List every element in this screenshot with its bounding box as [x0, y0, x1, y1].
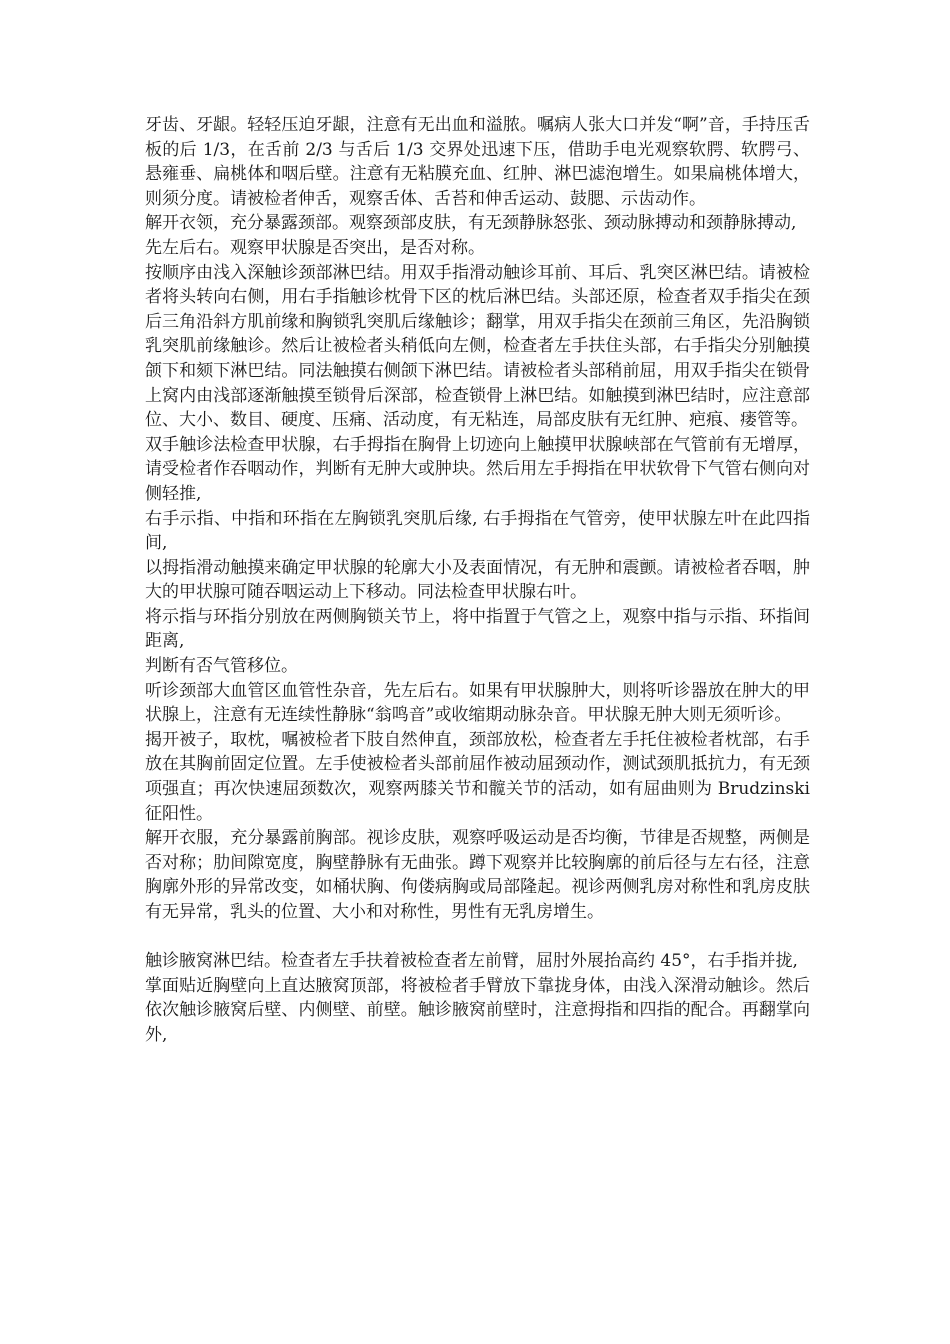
paragraph-neck-inspection: 解开衣领，充分暴露颈部。观察颈部皮肤，有无颈静脉怒张、颈动脉搏动和颈静脉搏动,	[145, 213, 797, 234]
paragraph-neck-lymph-nodes: 按顺序由浅入深触诊颈部淋巴结。用双手指滑动触诊耳前、耳后、乳突区淋巴结。请被检者将头转向右侧，用右手指触诊枕骨下区的枕后淋巴结。头部还原，检查者双手指尖在颈后三角沿斜方肌前缘和胸锁乳突肌后缘触诊；翻掌，用双手指尖在颈前三角区，先沿胸锁乳突肌前缘触诊。然后让被检者头稍低向左侧，检查者左手扶住头部，右手指尖分别触摸颌下和颏下淋巴结。同法触摸右侧颌下淋巴结。请被检者头部稍前屈，用双手指尖在锁骨上窝内由浅部逐渐触摸至锁骨后深部，检查锁骨上淋巴结。如触摸到淋巴结时，应注意部位、大小、数目、硬度、压痛、活动度，有无粘连，局部皮肤有无红肿、疤痕、瘘管等。	[145, 262, 810, 431]
paragraph-brudzinski-sign: 揭开被子，取枕，嘱被检者下肢自然伸直，颈部放松，检查者左手托住被检者枕部，右手放在其胸前固定位置。左手使被检者头部前屈作被动屈颈动作，测试颈肌抵抗力，有无颈项强直；再次快速屈颈数次，观察两膝关节和髋关节的活动，如有屈曲则为 Brudzinski 征阳性。	[145, 729, 810, 824]
document-body	[145, 113, 810, 1048]
paragraph-trachea-shift: 判断有否气管移位。	[145, 656, 298, 677]
paragraph-thyroid-contour: 以拇指滑动触摸来确定甲状腺的轮廓大小及表面情况，有无肿和震颤。请被检者吞咽，肿大的甲状腺可随吞咽运动上下移动。同法检查甲状腺右叶。	[145, 557, 810, 603]
paragraph-thyroid-palpation: 双手触诊法检查甲状腺，右手拇指在胸骨上切迹向上触摸甲状腺峡部在气管前有无增厚，请受检者作吞咽动作，判断有无肿大或肿块。然后用左手拇指在甲状软骨下气管右侧向对侧轻推,	[145, 434, 810, 504]
paragraph-axillary-palpation: 掌面贴近胸壁向上直达腋窝顶部，将被检者手臂放下靠拢身体，由浅入深滑动触诊。然后依次触诊腋窝后壁、内侧壁、前壁。触诊腋窝前壁时，注意拇指和四指的配合。再翻掌向外,	[145, 975, 810, 1045]
paragraph-chest-inspection: 解开衣服，充分暴露前胸部。视诊皮肤，观察呼吸运动是否均衡，节律是否规整，两侧是否对称；肋间隙宽度，胸壁静脉有无曲张。蹲下观察并比较胸廓的前后径与左右径，注意胸廓外形的异常改变，如桶状胸、佝偻病胸或局部隆起。视诊两侧乳房对称性和乳房皮肤有无异常，乳头的位置、大小和对称性，男性有无乳房增生。	[145, 828, 810, 922]
paragraph-trachea-position: 将示指与环指分别放在两侧胸锁关节上，将中指置于气管之上，观察中指与示指、环指间距离,	[145, 606, 810, 652]
paragraph-spacer	[145, 925, 810, 950]
paragraph-oral-exam: 牙齿、牙龈。轻轻压迫牙龈，注意有无出血和溢脓。嘱病人张大口并发“啊”音，手持压舌板的后 1/3，在舌前 2/3 与舌后 1/3 交界处迅速下压，借助手电光观察软腭、软腭弓、悬雍垂、扁桃体和咽后壁。注意有无粘膜充血、红肿、淋巴滤泡增生。如果扁桃体增大，则须分度。请被检者伸舌，观察舌体、舌苔和伸舌运动、鼓腮、示齿动作。	[145, 115, 810, 209]
paragraph-thyroid-left-lobe: 右手示指、中指和环指在左胸锁乳突肌后缘, 右手拇指在气管旁，使甲状腺左叶在此四指间,	[145, 508, 810, 554]
paragraph-thyroid-observation: 先左后右。观察甲状腺是否突出，是否对称。	[145, 237, 485, 258]
paragraph-axillary-lymph-nodes: 触诊腋窝淋巴结。检查者左手扶着被检查者左前臂，屈肘外展抬高约 45°，右手指并拢,	[145, 951, 798, 972]
paragraph-neck-auscultation: 听诊颈部大血管区血管性杂音，先左后右。如果有甲状腺肿大，则将听诊器放在肿大的甲状腺上，注意有无连续性静脉“翁鸣音”或收缩期动脉杂音。甲状腺无肿大则无须听诊。	[145, 680, 810, 726]
